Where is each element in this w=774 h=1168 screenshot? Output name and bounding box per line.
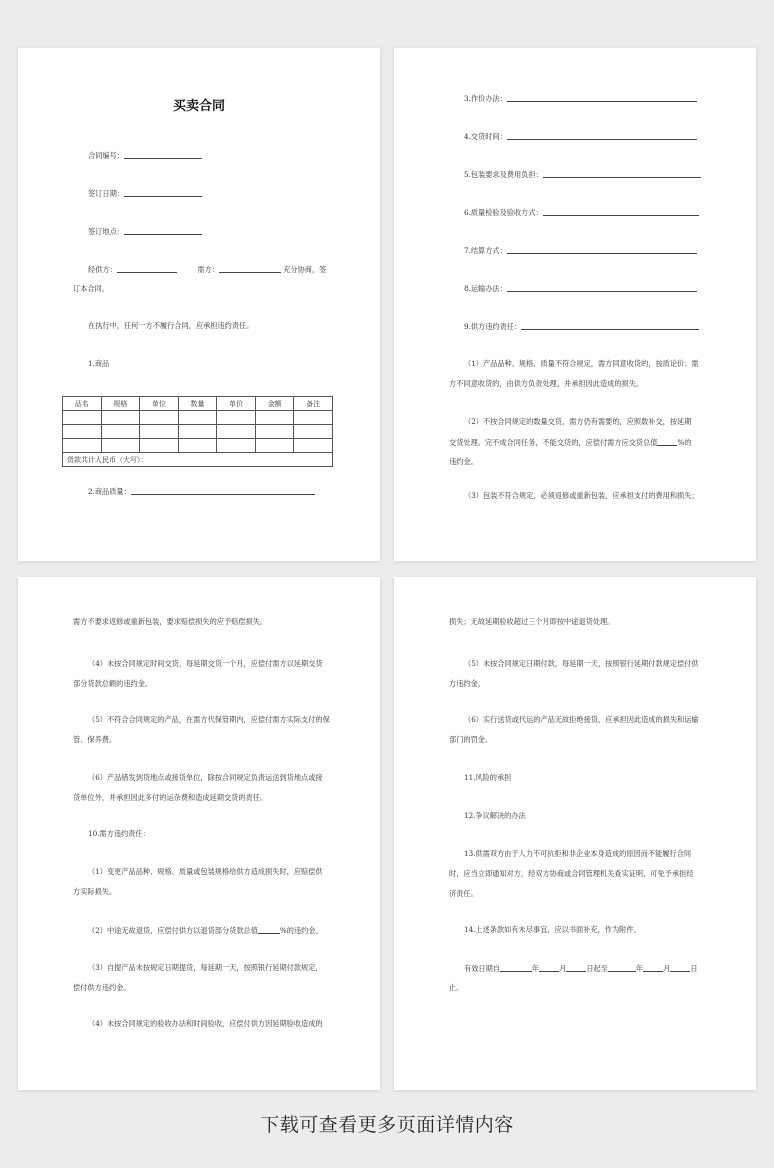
th-price: 单价 [217, 397, 256, 411]
year-blank [608, 963, 636, 972]
p3-line-0: 需方不要求返修或重新包装，要求赔偿损失的应予赔偿损失。 [73, 617, 268, 626]
item-5-blank [543, 169, 701, 178]
p3-line-5: （6）产品错发到货地点或接货单位，除按合同规定负责运送到货地点或接 [88, 773, 323, 782]
supplier-label: 经供方： [88, 265, 117, 274]
contract-page-1 [18, 48, 380, 561]
p3-clause2-tail: %的违约金。 [279, 926, 323, 935]
p3-line-2: 部分货款总额的违约金。 [73, 679, 153, 688]
p3-clause3-l1: （3）自提产品未按规定日期提货，每延期一天，按照银行延期付款规定， [88, 963, 323, 972]
item-4-line [464, 131, 697, 142]
contract-no-label: 合同编号： [88, 151, 124, 160]
th-spec: 规格 [101, 397, 140, 411]
p3-clause2 [88, 925, 323, 936]
item-9-label: 9.供方违约责任： [464, 322, 522, 331]
day-blank [670, 963, 690, 972]
sign-date-line [88, 188, 202, 199]
p3-line-4: 管、保养费。 [73, 735, 117, 744]
month-blank [643, 963, 663, 972]
th-qty: 数量 [178, 397, 217, 411]
p4-line-6: 12.争议解决的办法 [464, 811, 526, 820]
day-blank [566, 963, 586, 972]
th-remark: 备注 [294, 397, 333, 411]
item-4-blank [507, 131, 697, 140]
table-row [63, 411, 333, 425]
p3-clause4-l1: （4）未按合同规定的验收办法和时间验收，应偿付供方因延期验收造成的 [88, 1019, 323, 1028]
contract-title: 买卖合同 [172, 99, 225, 114]
sign-date-blank [124, 188, 202, 197]
p3-clause2-text: （2）中途无故退货，应偿付供方以退货部分货款总值 [88, 926, 258, 935]
clause-exec: 在执行中，任何一方不履行合同，应承担违约责任。 [88, 321, 254, 330]
p4-line-2: 方违约金。 [449, 679, 485, 688]
item-5-label: 5.包装要求及费用负担： [464, 170, 543, 179]
p4-line-5: 11.风险的承担 [464, 773, 512, 782]
item-7-blank [507, 245, 697, 254]
item-6-line [464, 207, 699, 218]
valid-end: 止。 [449, 983, 464, 992]
p3-clause3-l2: 偿付供方违约金。 [73, 983, 131, 992]
percent-blank [657, 437, 677, 446]
item-3-blank [507, 93, 697, 102]
p2-clause1-l1: （1）产品品种、规格、质量不符合规定，需方同意收货的，按质论价；需 [464, 359, 699, 368]
p4-line-1: （5）未按合同规定日期付款，每延期一天，按照银行延期付款规定偿付供 [464, 659, 699, 668]
item-9-blank [521, 321, 699, 330]
table-row [63, 425, 333, 439]
year-label: 年 [531, 964, 540, 973]
contract-page-2 [394, 48, 756, 561]
p4-line-0: 损失；无故延期验收超过三个月即按中途退货处理。 [449, 617, 615, 626]
p2-clause2-l2-text: 交货处理。完不成合同任务，不能交货的，应偿付需方应交货总值 [449, 438, 658, 447]
demander-label: 需方： [197, 265, 219, 274]
p3-line-7: 10.需方违约责任： [88, 829, 150, 838]
item-3-label: 3.作价办法： [464, 94, 507, 103]
sign-date-label: 签订日期： [88, 189, 124, 198]
year-blank [500, 963, 532, 972]
agree-line2: 订本合同。 [73, 284, 109, 293]
agree-tail: 充分协商，签 [283, 265, 327, 274]
p4-line-7: 13.供需双方由于人力不可抗拒和非企业本身造成的原因而不能履行合同 [464, 849, 692, 858]
month-blank [539, 963, 559, 972]
month-label: 月 [559, 964, 567, 973]
p3-line-6: 货单位外，并承担因此多付的运杂费和造成延期交货的责任。 [73, 793, 268, 802]
p4-line-8: 时，应当立即通知对方，经双方协商或合同管理机关查实证明，可免予承担经 [449, 869, 694, 878]
valid-from-label: 有效日期自 [464, 964, 500, 973]
to-label: 日起至 [586, 964, 608, 973]
p2-clause2-l2 [449, 437, 691, 448]
table-total-cell: 货款共计人民币（大写）： [63, 453, 333, 467]
th-name: 品名 [63, 397, 102, 411]
item-7-line [464, 245, 697, 256]
parties-line [88, 264, 326, 275]
item-8-blank [507, 283, 697, 292]
sign-place-label: 签订地点： [88, 227, 124, 236]
item-7-label: 7.结算方式： [464, 246, 507, 255]
p2-clause2-l3: 违约金。 [449, 457, 478, 466]
percent-blank [258, 925, 280, 934]
supplier-blank [117, 264, 177, 273]
item-2-blank [131, 486, 315, 495]
demander-blank [219, 264, 281, 273]
sign-place-blank [124, 226, 202, 235]
year-label: 年 [635, 964, 644, 973]
table-total-row [63, 453, 333, 467]
contract-no-blank [124, 150, 202, 159]
p3-line-3: （5）不符合合同规定的产品，在需方代保管期内，应偿付需方实际支付的保 [88, 715, 330, 724]
table-row [63, 439, 333, 453]
item-1-heading: 1.商品 [88, 359, 110, 368]
p3-line-1: （4）未按合同规定时间交货，每延期交货一个月，应偿付需方以延期交货 [88, 659, 323, 668]
item-4-label: 4.交货时间： [464, 132, 507, 141]
item-8-line [464, 283, 697, 294]
contract-page-4 [394, 577, 756, 1090]
item-8-label: 8.运输办法： [464, 284, 507, 293]
download-hint[interactable]: 下载可查看更多页面详情内容 [260, 1114, 514, 1136]
goods-table-header [63, 397, 333, 411]
goods-table [62, 396, 333, 467]
item-6-label: 6.质量检验及验收方式： [464, 208, 543, 217]
valid-date-line [464, 963, 698, 974]
p4-line-10: 14.上述条款如有未尽事宜，应以书面补充，作为附件。 [464, 925, 641, 934]
p2-clause1-l2: 方不同意收货的，由供方负责处理，并承担因此造成的损失。 [449, 379, 644, 388]
item-5-line [464, 169, 701, 180]
th-unit: 单位 [140, 397, 179, 411]
p4-line-9: 济责任。 [449, 889, 478, 898]
day-label: 日 [690, 964, 698, 973]
sign-place-line [88, 226, 202, 237]
contract-no-line [88, 150, 202, 161]
p2-clause2-l2-tail: %的 [677, 438, 692, 447]
p2-clause3-l1: （3）包装不符合规定，必须返修或重新包装，应承担支付的费用和损失； [464, 491, 699, 500]
item-9-line [464, 321, 699, 332]
item-3-line [464, 93, 697, 104]
item-6-blank [543, 207, 699, 216]
p3-line-9: 方实际损失。 [73, 887, 117, 896]
item-2-label: 2.商品质量： [88, 487, 131, 496]
p2-clause2-l1: （2）不按合同规定的数量交货，需方仍有需要的，应照数补交，按延期 [464, 417, 692, 426]
p3-line-8: （1）变更产品品种、规格、质量或包装规格给供方造成损失时，应赔偿供 [88, 867, 323, 876]
p4-line-4: 部门的罚金。 [449, 735, 493, 744]
month-label: 月 [663, 964, 671, 973]
item-2-line [88, 486, 315, 497]
p4-line-3: （6）实行送货或代运的产品无故拒绝接货，应承担因此造成的损失和运输 [464, 715, 699, 724]
th-amount: 金额 [255, 397, 294, 411]
contract-page-3 [18, 577, 380, 1090]
